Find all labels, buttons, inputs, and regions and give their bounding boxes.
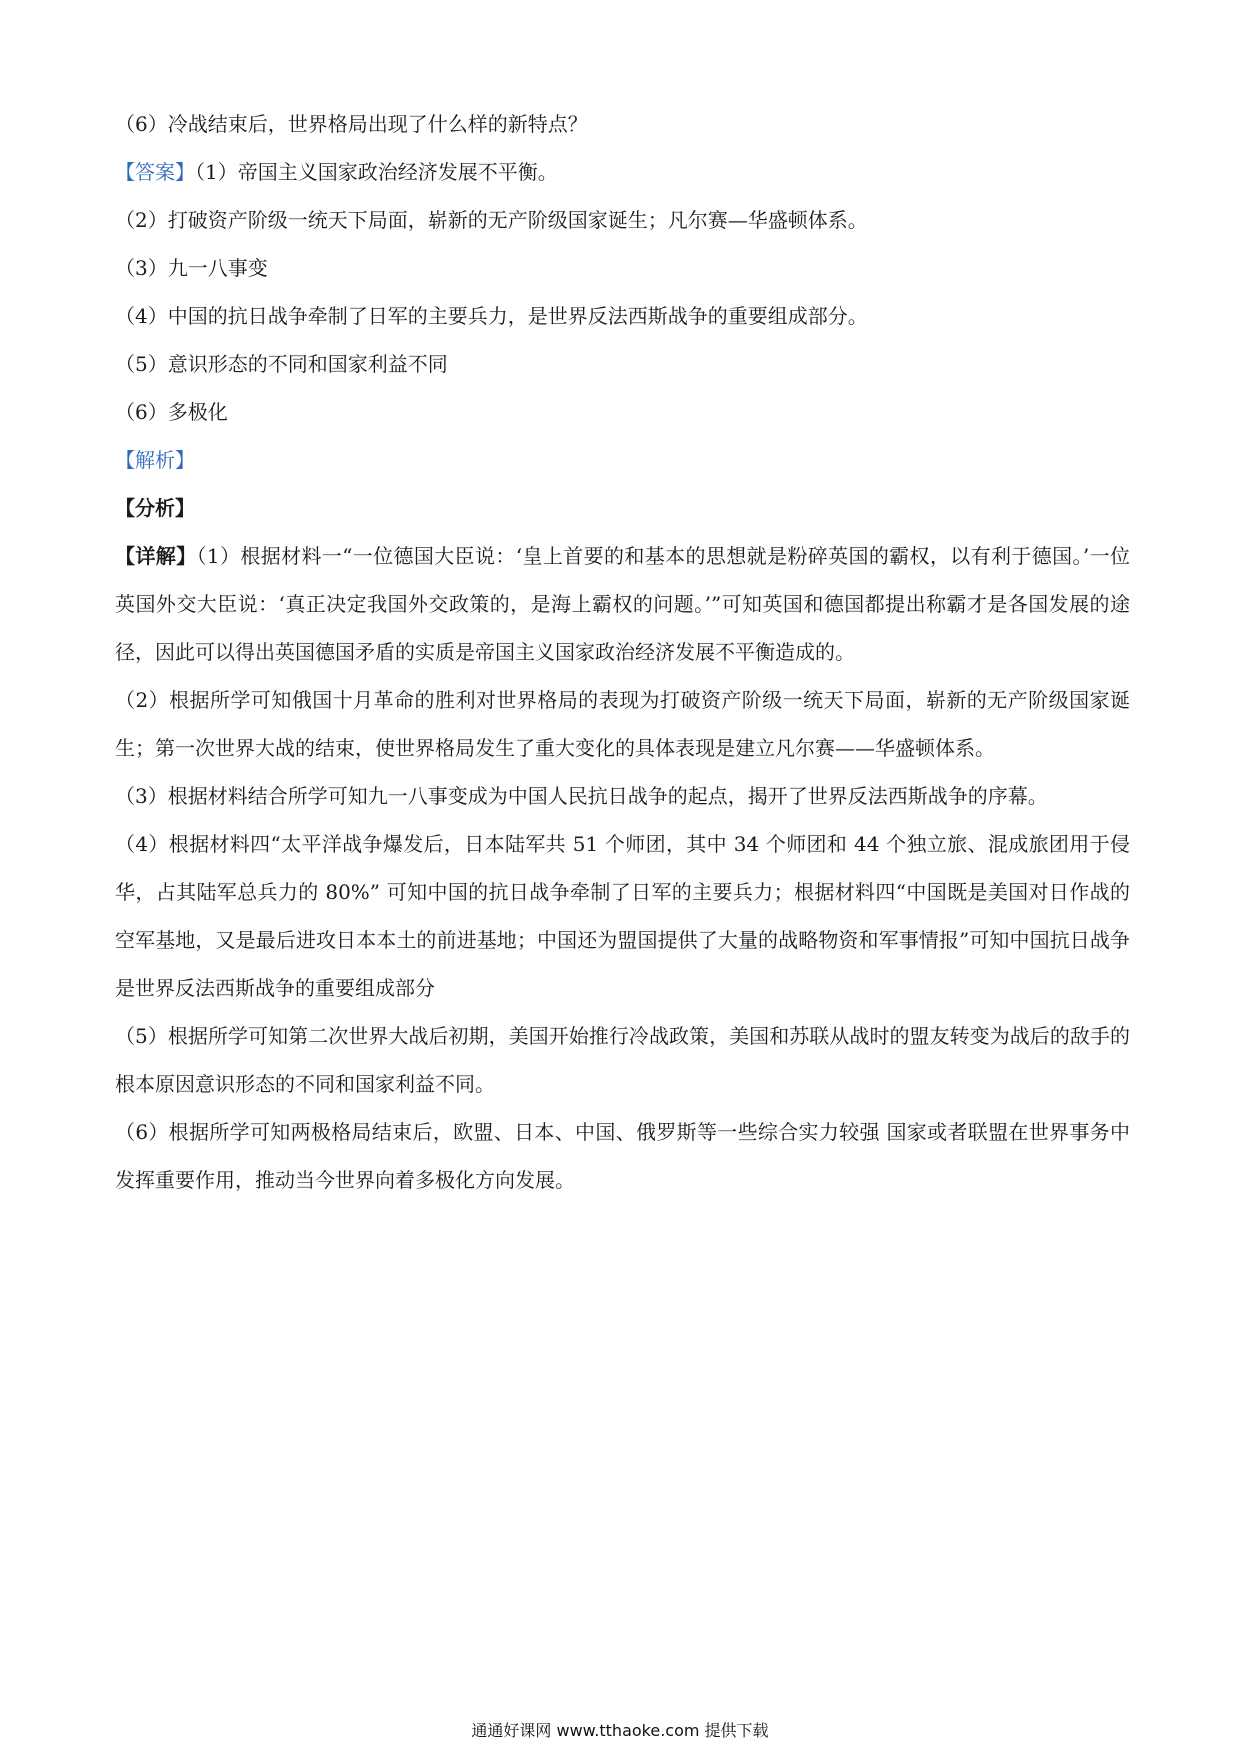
answer-item-6: （6）多极化 [115, 400, 228, 424]
document-body [115, 100, 1130, 1204]
answer-item-1 [115, 148, 1130, 196]
answer-item-1-text: （1）帝国主义国家政治经济发展不平衡。 [195, 160, 558, 184]
detail-paragraph-5: （5）根据所学可知第二次世界大战后初期，美国开始推行冷战政策，美国和苏联从战时的盟友转变为战后的敌手的根本原因意识形态的不同和国家利益不同。 [115, 1024, 1130, 1096]
detail-paragraph-3: （3）根据材料结合所学可知九一八事变成为中国人民抗日战争的起点，揭开了世界反法西斯战争的序幕。 [115, 784, 1048, 808]
analysis-label: 【解析】 [115, 448, 195, 472]
answer-item-2: （2）打破资产阶级一统天下局面，崭新的无产阶级国家诞生；凡尔赛—华盛顿体系。 [115, 208, 868, 232]
answer-label: 【答案】 [115, 160, 195, 184]
answer-item-5: （5）意识形态的不同和国家利益不同 [115, 352, 448, 376]
detail-paragraph-4: （4）根据材料四“太平洋战争爆发后，日本陆军共 51 个师团，其中 34 个师团和 44 个独立旅、混成旅团用于侵华，占其陆军总兵力的 80%” 可知中国的抗日战争牵制了日军的主要兵力；根据材料四“中国既是美国对日作战的空军基地，又是最后进攻日本本土的前进基地；中国还为盟国提供了大量的战略物资和军事情报”可知中国抗日战争是世界反法西斯战争的重要组成部分 [115, 832, 1130, 1000]
detail-paragraph-1 [115, 532, 1130, 676]
page-footer: 通通好课网 www.tthaoke.com 提供下载 [471, 1721, 769, 1740]
detail-paragraph-2: （2）根据所学可知俄国十月革命的胜利对世界格局的表现为打破资产阶级一统天下局面，崭新的无产阶级国家诞生；第一次世界大战的结束，使世界格局发生了重大变化的具体表现是建立凡尔赛——华盛顿体系。 [115, 688, 1130, 760]
detail-label: 【详解】 [115, 544, 197, 568]
detail-paragraph-6: （6）根据所学可知两极格局结束后，欧盟、日本、中国、俄罗斯等一些综合实力较强 国家或者联盟在世界事务中发挥重要作用，推动当今世界向着多极化方向发展。 [115, 1120, 1130, 1192]
answer-item-3: （3）九一八事变 [115, 256, 268, 280]
detail-paragraph-1-text: （1）根据材料一“一位德国大臣说：‘皇上首要的和基本的思想就是粉碎英国的霸权，以有利于德国。’一位英国外交大臣说：‘真正决定我国外交政策的，是海上霸权的问题。’”可知英国和德国都提出称霸才是各国发展的途径，因此可以得出英国德国矛盾的实质是帝国主义国家政治经济发展不平衡造成的。 [115, 544, 1131, 664]
analysis-sub-label: 【分析】 [115, 496, 195, 520]
question-6: （6）冷战结束后，世界格局出现了什么样的新特点？ [115, 112, 588, 136]
answer-item-4: （4）中国的抗日战争牵制了日军的主要兵力，是世界反法西斯战争的重要组成部分。 [115, 304, 868, 328]
